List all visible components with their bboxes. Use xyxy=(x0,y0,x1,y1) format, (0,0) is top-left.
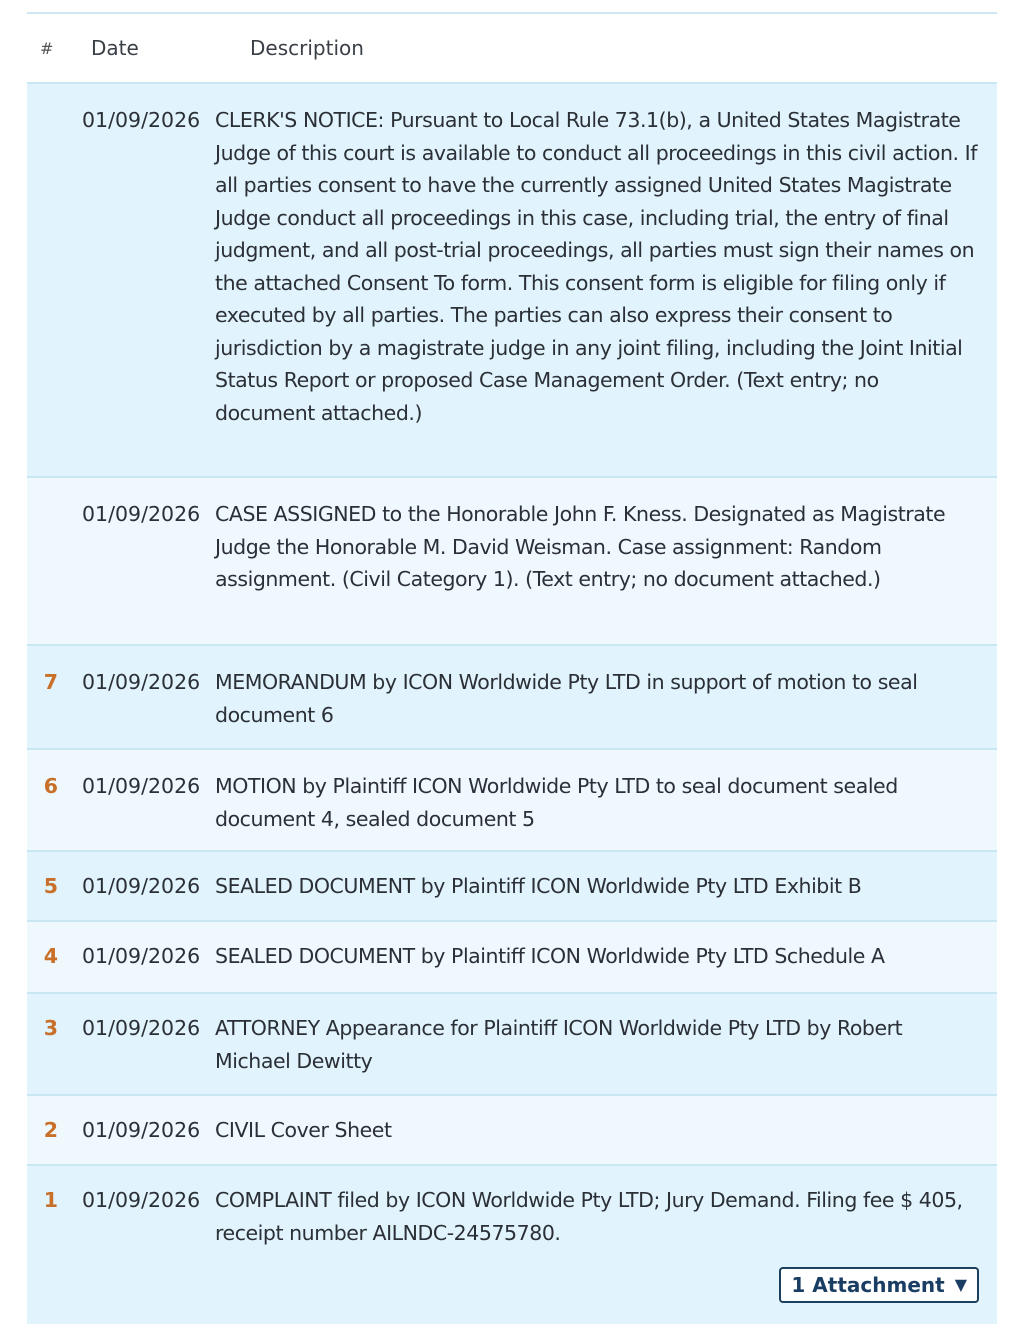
entry-date: 01/09/2026 xyxy=(82,1118,201,1142)
entry-date: 01/09/2026 xyxy=(82,108,201,132)
entry-date: 01/09/2026 xyxy=(82,670,201,694)
header-date: Date xyxy=(91,36,139,60)
doc-number-link[interactable]: 4 xyxy=(43,944,58,968)
attachment-dropdown-button[interactable] xyxy=(779,1267,979,1303)
entry-date: 01/09/2026 xyxy=(82,1188,201,1212)
table-row xyxy=(27,84,997,478)
doc-number-link[interactable]: 5 xyxy=(43,874,58,898)
table-row xyxy=(27,1096,997,1166)
header-description: Description xyxy=(250,36,364,60)
entry-description: MOTION by Plaintiff ICON Worldwide Pty LTD to seal document sealed document 4, sealed document 5 xyxy=(215,774,898,831)
table-header xyxy=(27,14,997,84)
entry-date: 01/09/2026 xyxy=(82,944,201,968)
doc-number-link[interactable]: 1 xyxy=(43,1188,58,1212)
table-row xyxy=(27,646,997,750)
entry-description: CLERK'S NOTICE: Pursuant to Local Rule 73.1(b), a United States Magistrate Judge of this court is available to conduct all proceedings in this civil action. If all parties consent to have the currently assigned United States Magistrate Judge conduct all proceedings in this case, including trial, the entry of final judgment, and all post-trial proceedings, all parties must sign their names on the attached Consent To form. This consent form is eligible for filing only if executed by all parties. The parties can also express their consent to jurisdiction by a magistrate judge in any joint filing, including the Joint Initial Status Report or proposed Case Management Order. (Text entry; no document attached.) xyxy=(215,108,977,425)
entry-description: COMPLAINT filed by ICON Worldwide Pty LTD; Jury Demand. Filing fee $ 405, receipt number AILNDC-24575780. xyxy=(215,1188,963,1245)
table-row xyxy=(27,1166,997,1324)
doc-number-link[interactable]: 2 xyxy=(43,1118,58,1142)
entry-date: 01/09/2026 xyxy=(82,874,201,898)
entry-description: SEALED DOCUMENT by Plaintiff ICON Worldwide Pty LTD Exhibit B xyxy=(215,874,862,898)
entry-description: ATTORNEY Appearance for Plaintiff ICON Worldwide Pty LTD by Robert Michael Dewitty xyxy=(215,1016,903,1073)
table-row xyxy=(27,478,997,646)
attachment-label: 1 Attachment xyxy=(791,1272,945,1297)
entry-description: CASE ASSIGNED to the Honorable John F. Kness. Designated as Magistrate Judge the Honorable M. David Weisman. Case assignment: Random assignment. (Civil Category 1). (Text entry; no document attached.) xyxy=(215,502,946,591)
table-row xyxy=(27,750,997,852)
attachment-container xyxy=(27,1261,997,1313)
entry-date: 01/09/2026 xyxy=(82,502,201,526)
entry-description: SEALED DOCUMENT by Plaintiff ICON Worldwide Pty LTD Schedule A xyxy=(215,944,885,968)
header-number: # xyxy=(40,38,54,58)
table-row xyxy=(27,922,997,994)
entry-description: CIVIL Cover Sheet xyxy=(215,1118,392,1142)
entry-date: 01/09/2026 xyxy=(82,1016,201,1040)
doc-number-link[interactable]: 7 xyxy=(43,670,58,694)
entry-description: MEMORANDUM by ICON Worldwide Pty LTD in support of motion to seal document 6 xyxy=(215,670,918,727)
doc-number-link[interactable]: 6 xyxy=(43,774,58,798)
entry-date: 01/09/2026 xyxy=(82,774,201,798)
table-row xyxy=(27,852,997,922)
caret-down-icon: ▼ xyxy=(954,1274,967,1294)
doc-number-link[interactable]: 3 xyxy=(43,1016,58,1040)
docket-table xyxy=(27,12,997,1324)
table-row xyxy=(27,994,997,1096)
